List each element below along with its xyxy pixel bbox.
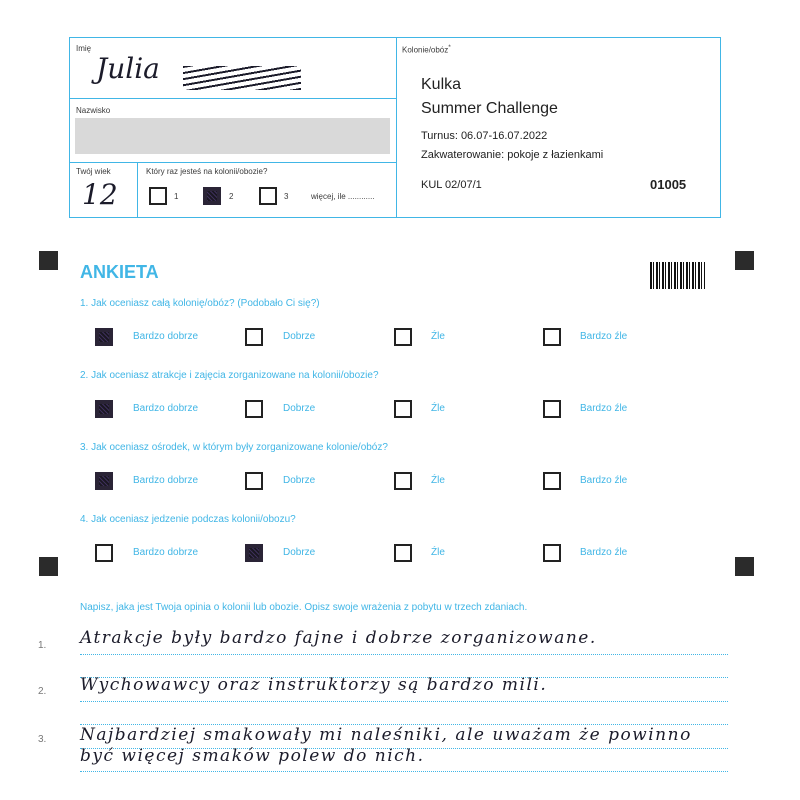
option-label: Bardzo dobrze [133,331,199,342]
answer-sentence-2: Wychowawcy oraz instruktorzy są bardzo mili. [80,675,548,695]
option-label: Dobrze [283,475,316,486]
answer-sentence-3-cont: być więcej smaków polew do nich. [80,746,425,766]
line-number: 2. [38,686,47,697]
answer-sentence-3: Najbardziej smakowały mi naleśniki, ale uważam że powinno [80,725,692,745]
wiek-value: 12 [82,178,118,211]
registration-mark [39,251,58,270]
divider [70,98,396,99]
option-label: Bardzo dobrze [133,475,199,486]
option-label: Źle [431,331,445,342]
visit-count-option-2: 2 [229,192,234,201]
option-label: Źle [431,475,445,486]
registration-mark [735,557,754,576]
question-text: 3. Jak oceniasz ośrodek, w którym były zorganizowane kolonie/obóz? [80,442,388,453]
divider [70,162,396,163]
answer-line [80,701,728,702]
visit-count-checkbox-2[interactable] [203,187,221,205]
ktory-raz-label: Który raz jesteś na kolonii/obozie? [146,167,268,176]
form-number: 01005 [650,177,687,192]
camp-name-line-1: Kulka [421,76,462,93]
wiek-label: Twój wiek [76,167,111,176]
option-label: Bardzo źle [580,403,628,414]
redacted-surname [75,118,390,154]
imie-value: Julia [96,52,160,85]
nazwisko-label: Nazwisko [76,106,111,115]
q1-zle-checkbox[interactable] [394,328,412,346]
q3-bardzo-zle-checkbox[interactable] [543,472,561,490]
zakwaterowanie: Zakwaterowanie: pokoje z łazienkami [421,149,604,161]
q4-bardzo-zle-checkbox[interactable] [543,544,561,562]
camp-name-line-2: Summer Challenge [421,100,558,117]
q1-bardzo-dobrze-checkbox[interactable] [95,328,113,346]
kolonie-label: Kolonie/obóz* [402,44,451,55]
option-label: Bardzo dobrze [133,403,199,414]
answer-line [80,654,728,655]
visit-count-option-1: 1 [174,192,179,201]
q4-dobrze-checkbox[interactable] [245,544,263,562]
option-label: Bardzo źle [580,331,628,342]
line-number: 3. [38,734,47,745]
scribbled-out-name [183,66,301,90]
option-label: Źle [431,403,445,414]
imie-label: Imię [76,44,92,53]
survey-title: ANKIETA [80,262,159,282]
q2-bardzo-dobrze-checkbox[interactable] [95,400,113,418]
question-text: 4. Jak oceniasz jedzenie podczas kolonii/obozu? [80,514,296,525]
q4-zle-checkbox[interactable] [394,544,412,562]
q1-dobrze-checkbox[interactable] [245,328,263,346]
answer-sentence-1: Atrakcje były bardzo fajne i dobrze zorganizowane. [80,628,597,648]
registration-mark [39,557,58,576]
opinion-prompt: Napisz, jaka jest Twoja opinia o kolonii lub obozie. Opisz swoje wrażenia z pobytu w trzech zdaniach. [80,602,528,613]
option-label: Bardzo źle [580,547,628,558]
question-text: 1. Jak oceniasz całą kolonię/obóz? (Podobało Ci się?) [80,298,320,309]
visit-count-option-3: 3 [284,192,289,201]
camp-code: KUL 02/07/1 [421,179,482,191]
option-label: Dobrze [283,403,316,414]
line-number: 1. [38,640,47,651]
option-label: Bardzo źle [580,475,628,486]
q1-bardzo-zle-checkbox[interactable] [543,328,561,346]
divider [396,38,397,218]
option-label: Źle [431,547,445,558]
registration-mark [735,251,754,270]
visit-count-checkbox-3[interactable] [259,187,277,205]
q2-zle-checkbox[interactable] [394,400,412,418]
visit-count-more: więcej, ile ............ [311,192,375,201]
q3-zle-checkbox[interactable] [394,472,412,490]
option-label: Dobrze [283,547,316,558]
turnus: Turnus: 06.07-16.07.2022 [421,130,548,142]
option-label: Dobrze [283,331,316,342]
visit-count-checkbox-1[interactable] [149,187,167,205]
question-text: 2. Jak oceniasz atrakcje i zajęcia zorganizowane na kolonii/obozie? [80,370,379,381]
q4-bardzo-dobrze-checkbox[interactable] [95,544,113,562]
q3-bardzo-dobrze-checkbox[interactable] [95,472,113,490]
q3-dobrze-checkbox[interactable] [245,472,263,490]
answer-line [80,771,728,772]
option-label: Bardzo dobrze [133,547,199,558]
barcode [650,262,705,289]
q2-bardzo-zle-checkbox[interactable] [543,400,561,418]
q2-dobrze-checkbox[interactable] [245,400,263,418]
divider [137,162,138,218]
